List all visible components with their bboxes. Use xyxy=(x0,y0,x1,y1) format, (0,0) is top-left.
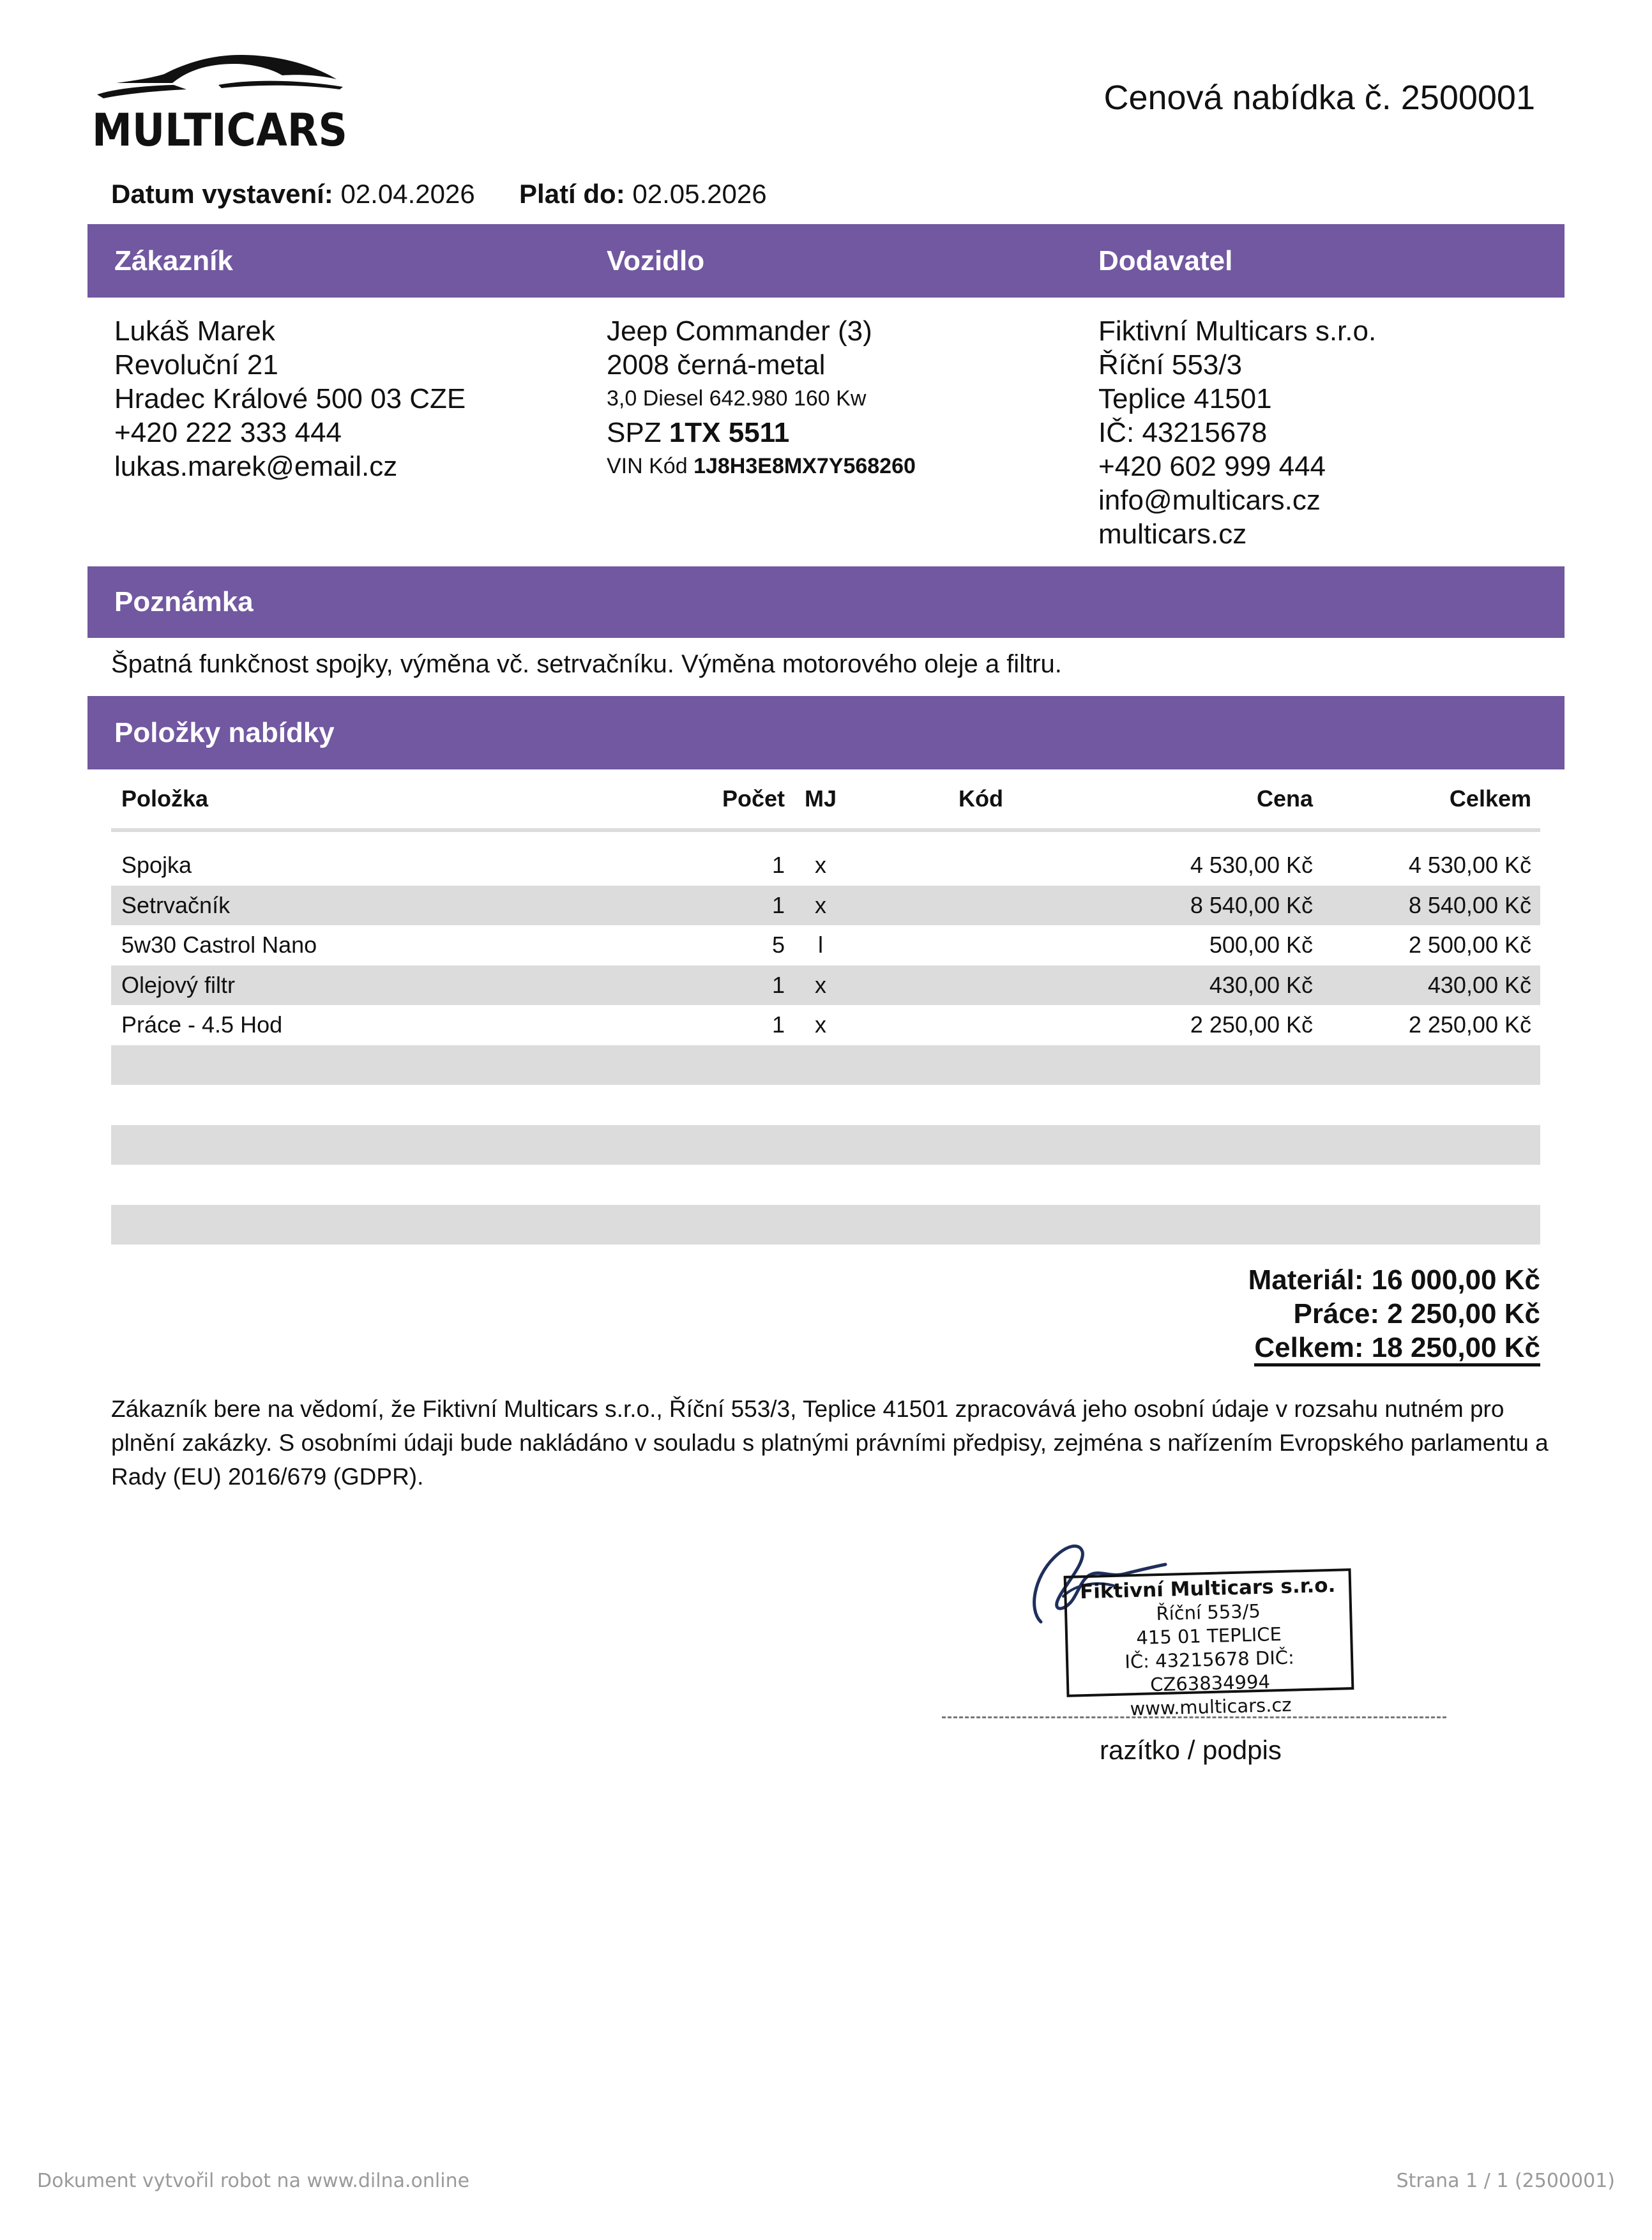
cell-total: 4 530,00 Kč xyxy=(1408,852,1531,879)
cell-item: Olejový filtr xyxy=(121,971,236,998)
col-total-header: Celkem xyxy=(1449,785,1531,812)
items-table xyxy=(111,769,1540,1245)
footer-credit: Dokument vytvořil robot na www.dilna.online xyxy=(37,2170,470,2192)
supplier-email: info@multicars.cz xyxy=(1098,485,1321,516)
empty-row xyxy=(111,1085,1540,1125)
cell-item: Práce - 4.5 Hod xyxy=(121,1011,283,1038)
table-row xyxy=(111,1005,1540,1045)
vehicle-heading: Vozidlo xyxy=(607,245,705,276)
vehicle-year-color: 2008 černá-metal xyxy=(607,349,826,381)
vin-value: 1J8H3E8MX7Y568260 xyxy=(693,454,916,478)
multicars-logo xyxy=(91,50,349,149)
supplier-block xyxy=(1098,314,1376,551)
cell-count: 1 xyxy=(771,971,785,998)
totals-block xyxy=(1248,1263,1540,1366)
vehicle-engine: 3,0 Diesel 642.980 160 Kw xyxy=(607,386,867,411)
col-price-header: Cena xyxy=(1256,785,1313,812)
cell-count: 5 xyxy=(771,932,785,958)
empty-row xyxy=(111,1165,1540,1205)
customer-name: Lukáš Marek xyxy=(114,315,275,347)
spz-value: 1TX 5511 xyxy=(669,417,790,448)
customer-heading: Zákazník xyxy=(114,245,233,276)
signature-label: razítko / podpis xyxy=(1100,1735,1282,1765)
cell-price: 4 530,00 Kč xyxy=(1190,852,1313,879)
cell-total: 2 500,00 Kč xyxy=(1408,932,1531,958)
customer-street: Revoluční 21 xyxy=(114,349,278,381)
cell-item: Setrvačník xyxy=(121,891,231,918)
spz-label: SPZ xyxy=(607,417,662,448)
valid-value: 02.05.2026 xyxy=(632,179,767,209)
customer-email: lukas.marek@email.cz xyxy=(114,451,398,482)
supplier-ic: IČ: 43215678 xyxy=(1098,417,1268,448)
total-grand: Celkem: 18 250,00 Kč xyxy=(1254,1333,1540,1366)
col-mj-header: MJ xyxy=(804,785,837,812)
supplier-heading: Dodavatel xyxy=(1098,245,1233,276)
cell-item: Spojka xyxy=(121,852,192,879)
issued-value: 02.04.2026 xyxy=(340,179,475,209)
svg-text:MULTICARS: MULTICARS xyxy=(92,104,347,149)
cell-mj: x xyxy=(815,971,826,998)
total-material: Materiál: 16 000,00 Kč xyxy=(1248,1264,1540,1296)
cell-count: 1 xyxy=(771,891,785,918)
cell-price: 430,00 Kč xyxy=(1209,971,1313,998)
items-header-bar xyxy=(87,696,1565,769)
table-header xyxy=(111,769,1540,832)
document-title: Cenová nabídka č. 2500001 xyxy=(1103,79,1535,117)
supplier-name: Fiktivní Multicars s.r.o. xyxy=(1098,315,1377,347)
empty-row xyxy=(111,1045,1540,1086)
dates-line xyxy=(111,179,767,209)
company-stamp xyxy=(1064,1568,1354,1720)
items-heading: Položky nabídky xyxy=(114,716,335,748)
cell-mj: x xyxy=(815,1011,826,1038)
vehicle-block xyxy=(607,314,916,483)
stamp-name: Fiktivní Multicars s.r.o. xyxy=(1079,1573,1336,1604)
supplier-street: Říční 553/3 xyxy=(1098,349,1243,381)
info-header-bar xyxy=(87,224,1565,298)
stamp-city: 415 01 TEPLICE xyxy=(1135,1623,1282,1649)
supplier-phone: +420 602 999 444 xyxy=(1098,451,1326,482)
footer-page-number: Strana 1 / 1 (2500001) xyxy=(1396,2170,1615,2192)
note-text: Špatná funkčnost spojky, výměna vč. setrvačníku. Výměna motorového oleje a filtru. xyxy=(111,650,1062,678)
table-row xyxy=(111,886,1540,926)
empty-row xyxy=(111,1205,1540,1245)
cell-count: 1 xyxy=(771,852,785,879)
cell-item: 5w30 Castrol Nano xyxy=(121,932,317,958)
cell-mj: x xyxy=(815,852,826,879)
vehicle-spz xyxy=(607,416,916,450)
table-row xyxy=(111,925,1540,965)
gdpr-notice: Zákazník bere na vědomí, že Fiktivní Multicars s.r.o., Říční 553/3, Teplice 41501 zpracovává jeho osobní údaje v rozsahu nutném pro plnění zakázky. S osobními údaji bude nakládáno v souladu s platnými právními předpisy, zejména s nařízením Evropského parlamentu a Rady (EU) 2016/679 (GDPR). xyxy=(111,1396,1549,1490)
table-row xyxy=(111,965,1540,1006)
valid-label: Platí do: xyxy=(519,179,625,209)
stamp-ids: IČ: 43215678 DIČ: CZ63834994 xyxy=(1124,1646,1295,1696)
customer-city: Hradec Králové 500 03 CZE xyxy=(114,383,466,414)
cell-total: 2 250,00 Kč xyxy=(1408,1011,1531,1038)
note-heading: Poznámka xyxy=(114,586,254,617)
supplier-web: multicars.cz xyxy=(1098,518,1247,550)
cell-price: 2 250,00 Kč xyxy=(1190,1011,1313,1038)
vehicle-model: Jeep Commander (3) xyxy=(607,315,872,347)
note-header-bar xyxy=(87,566,1565,638)
vehicle-vin xyxy=(607,450,916,483)
issued-label: Datum vystavení: xyxy=(111,179,333,209)
col-item-header: Položka xyxy=(121,785,209,812)
cell-count: 1 xyxy=(771,1011,785,1038)
empty-row xyxy=(111,1125,1540,1165)
cell-price: 8 540,00 Kč xyxy=(1190,891,1313,918)
cell-price: 500,00 Kč xyxy=(1209,932,1313,958)
col-code-header: Kód xyxy=(959,785,1003,812)
customer-phone: +420 222 333 444 xyxy=(114,417,342,448)
cell-total: 8 540,00 Kč xyxy=(1408,891,1531,918)
cell-mj: x xyxy=(815,891,826,918)
customer-block xyxy=(114,314,466,483)
total-labor: Práce: 2 250,00 Kč xyxy=(1293,1298,1540,1329)
cell-mj: l xyxy=(818,932,823,958)
col-count-header: Počet xyxy=(722,785,785,812)
stamp-web: www.multicars.cz xyxy=(1130,1693,1292,1720)
vin-label: VIN Kód xyxy=(607,454,688,478)
signature-line xyxy=(942,1716,1446,1718)
cell-total: 430,00 Kč xyxy=(1427,971,1531,998)
stamp-street: Říční 553/5 xyxy=(1156,1600,1261,1625)
table-row xyxy=(111,845,1540,886)
supplier-city: Teplice 41501 xyxy=(1098,383,1272,414)
